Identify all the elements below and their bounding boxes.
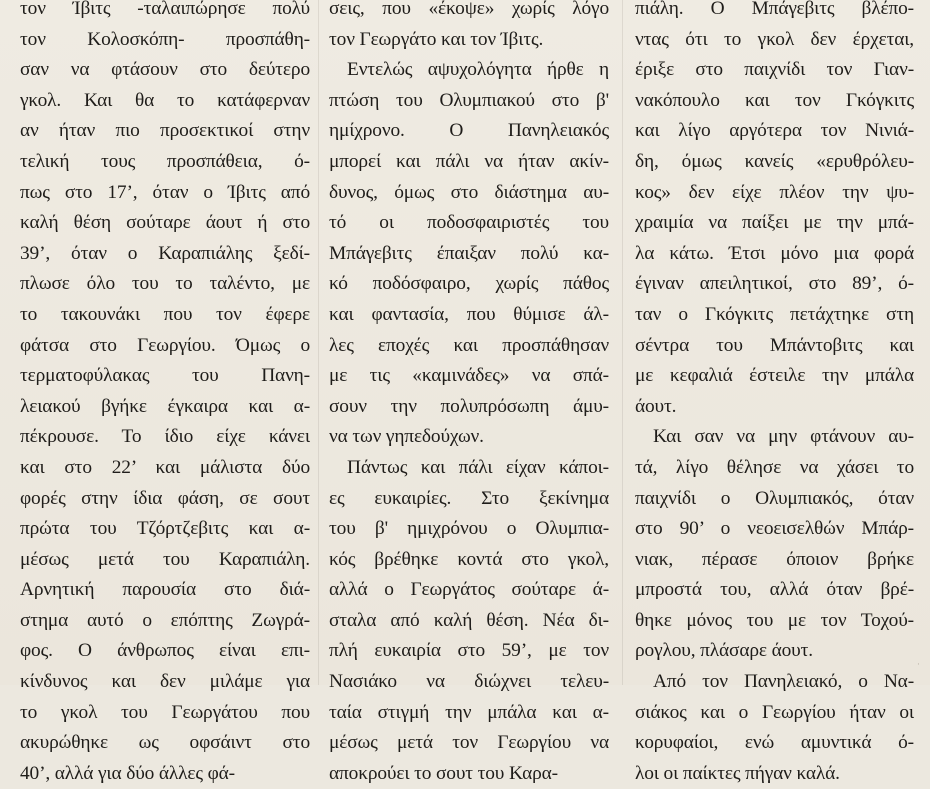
edge-mark: · xyxy=(917,660,920,670)
text-line: πλή ευκαιρία στο 59’, με τον xyxy=(329,640,609,662)
text-line: νακόπουλο και τον Γκόγκιτς xyxy=(635,89,914,111)
text-line: κίνδυνος και δεν μιλάμε για xyxy=(20,671,310,693)
text-line: Από τον Πανηλειακό, ο Να- xyxy=(653,671,914,693)
text-line: ακυρώθηκε ως οφσάιντ στο xyxy=(20,732,310,754)
paragraph xyxy=(329,453,609,789)
text-line: αλλά ο Γεωργάτος σούταρε ά- xyxy=(329,579,609,601)
text-line: να των γηπεδούχων. xyxy=(329,426,484,448)
text-line: Εντελώς αψυχολόγητα ήρθε η xyxy=(347,59,609,81)
text-line: καλή θέση σούταρε άουτ ή στο xyxy=(20,212,310,234)
text-line: λοι οι παίκτες πήγαν καλά. xyxy=(635,762,840,784)
paragraph xyxy=(635,667,914,789)
text-line: άουτ. xyxy=(635,395,677,417)
text-line: τά, λίγο θέλησε να χάσει το xyxy=(635,456,914,478)
text-line: κος» δεν είχε πλέον την ψυ- xyxy=(635,181,914,203)
article-column-3 xyxy=(635,0,914,784)
text-line: τό οι ποδοσφαιριστές του xyxy=(329,212,609,234)
text-line: κός βρέθηκε κοντά στο γκολ, xyxy=(329,548,609,570)
text-line: ρογλου, πλάσαρε άουτ. xyxy=(635,640,813,662)
text-line: γκολ. Και θα το κατάφερναν xyxy=(20,89,310,111)
text-line: φάτσα στο Γεωργίου. Όμως ο xyxy=(20,334,310,356)
text-line: ντας ότι το γκολ δεν έρχεται, xyxy=(635,28,914,50)
text-line: κορυφαίοι, ενώ αμυντικά ό- xyxy=(635,732,914,754)
text-line: του β' ημιχρόνου ο Ολυμπια- xyxy=(329,518,609,540)
text-line: Αρνητική παρουσία στο διά- xyxy=(20,579,310,601)
text-line: αποκρούει το σουτ του Καρα- xyxy=(329,762,558,784)
text-line: μπροστά του, αλλά όταν βρέ- xyxy=(635,579,914,601)
text-line: τον Γεωργάτο και τον Ίβιτς. xyxy=(329,28,544,50)
text-line: σιάκος και ο Γεωργίου ήταν οι xyxy=(635,701,914,723)
text-line: ταν ο Γκόγκιτς πετάχτηκε στη xyxy=(635,303,914,325)
text-line: ες ευκαιρίες. Στο ξεκίνημα xyxy=(329,487,609,509)
text-line: Μπάγεβιτς έπαιξαν πολύ κα- xyxy=(329,242,609,264)
paragraph xyxy=(329,55,609,453)
text-line: σαν να φτάσουν στο δεύτερο xyxy=(20,59,310,81)
text-line: πέκρουσε. Το ίδιο είχε κάνει xyxy=(20,426,310,448)
text-line: κό ποδόσφαιρο, χωρίς πάθος xyxy=(329,273,609,295)
column-divider xyxy=(318,0,319,685)
text-line: το γκολ του Γεωργάτου που xyxy=(20,701,310,723)
article-column-2 xyxy=(329,0,609,784)
text-line: Και σαν να μην φτάνουν αυ- xyxy=(653,426,914,448)
text-line: λειακού βγήκε έγκαιρα και α- xyxy=(20,395,310,417)
text-line: Πάντως και πάλι είχαν κάποι- xyxy=(347,456,609,478)
text-line: πτώση του Ολυμπιακού στο β' xyxy=(329,89,609,111)
text-line: 39’, όταν ο Καραπιάλης ξεδί- xyxy=(20,242,310,264)
text-line: θηκε μόνος του με τον Τοχού- xyxy=(635,609,914,631)
text-line: και λίγο αργότερα τον Νινιά- xyxy=(635,120,914,142)
text-line: φος. Ο άνθρωπος είναι επι- xyxy=(20,640,310,662)
text-line: τελική τους προσπάθεια, ό- xyxy=(20,150,310,172)
text-line: παιχνίδι ο Ολυμπιακός, όταν xyxy=(635,487,914,509)
paragraph xyxy=(635,0,914,422)
text-line: με κεφαλιά έστειλε την μπάλα xyxy=(635,365,914,387)
text-line: λες εποχές και προσπάθησαν xyxy=(329,334,609,356)
text-line: φορές στην ίδια φάση, σε σουτ xyxy=(20,487,310,509)
text-line: σεις, που «έκοψε» χωρίς λόγο xyxy=(329,0,609,19)
text-line: δυνος, όμως στο διάστημα αυ- xyxy=(329,181,609,203)
text-line: με τις «καμινάδες» να σπά- xyxy=(329,365,609,387)
text-line: δη, όμως κανείς «ερυθρόλευ- xyxy=(635,150,914,172)
paragraph xyxy=(20,0,310,789)
text-line: χραιμία να παίξει με την μπά- xyxy=(635,212,914,234)
text-line: τον Ίβιτς -ταλαιπώρησε πολύ xyxy=(20,0,310,19)
text-line: πιάλη. Ο Μπάγεβιτς βλέπο- xyxy=(635,0,914,19)
text-line: μέσως μετά τον Γεωργίου να xyxy=(329,732,609,754)
text-line: πως στο 17’, όταν ο Ίβιτς από xyxy=(20,181,310,203)
text-line: αν ήταν πιο προσεκτικοί στην xyxy=(20,120,310,142)
text-line: τον Κολοσκόπη- προσπάθη- xyxy=(20,28,310,50)
text-line: τερματοφύλακας του Πανη- xyxy=(20,365,310,387)
text-line: μέσως μετά του Καραπιάλη. xyxy=(20,548,310,570)
text-line: και στο 22’ και μάλιστα δύο xyxy=(20,456,310,478)
text-line: έριξε στο παιχνίδι τον Γιαν- xyxy=(635,59,914,81)
text-line: το τακουνάκι που τον έφερε xyxy=(20,303,310,325)
text-line: στημα αυτό ο επόπτης Ζωγρά- xyxy=(20,609,310,631)
text-line: πλωσε όλο του το ταλέντο, με xyxy=(20,273,310,295)
column-divider xyxy=(622,0,623,685)
text-line: ημίχρονο. Ο Πανηλειακός xyxy=(329,120,609,142)
article-column-1 xyxy=(20,0,310,784)
paragraph xyxy=(635,422,914,667)
text-line: Νασιάκο να διώχνει τελευ- xyxy=(329,671,609,693)
text-line: σταλα από καλή θέση. Νέα δι- xyxy=(329,609,609,631)
text-line: σουν την πολυπρόσωπη άμυ- xyxy=(329,395,609,417)
text-line: έγιναν απειλητικοί, στο 89’, ό- xyxy=(635,273,914,295)
text-line: 40’, αλλά για δύο άλλες φά- xyxy=(20,762,235,784)
text-line: νιακ, πέρασε όποιον βρήκε xyxy=(635,548,914,570)
text-line: πρώτα του Τζόρτζεβιτς και α- xyxy=(20,518,310,540)
paragraph xyxy=(329,0,609,55)
text-line: μπορεί και πάλι να ήταν ακίν- xyxy=(329,150,609,172)
text-line: και φαντασία, που θύμισε άλ- xyxy=(329,303,609,325)
text-line: λα κάτω. Έτσι μόνο μια φορά xyxy=(635,242,914,264)
text-line: ταία στιγμή την μπάλα και α- xyxy=(329,701,609,723)
text-line: σέντρα του Μπάντοβιτς και xyxy=(635,334,914,356)
text-line: στο 90’ ο νεοεισελθών Μπάρ- xyxy=(635,518,914,540)
